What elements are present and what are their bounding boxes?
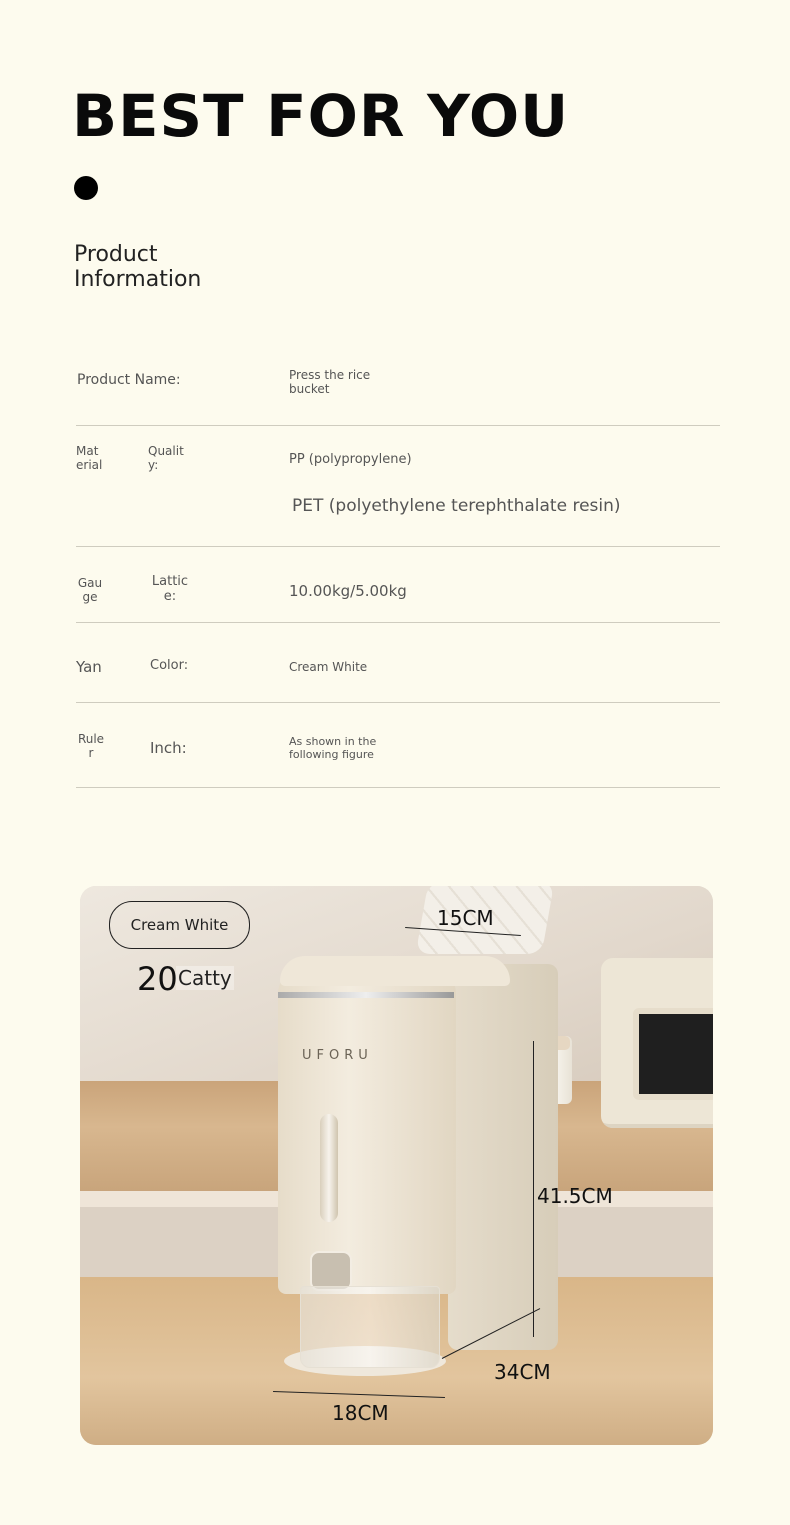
rice-dispenser xyxy=(278,956,516,1376)
hero-title: BEST FOR YOU xyxy=(72,82,570,150)
dispenser-side xyxy=(448,964,558,1350)
dim-label-depth: 34CM xyxy=(494,1360,551,1384)
section-title: Product Information xyxy=(74,242,202,292)
spec-row-material xyxy=(76,426,720,547)
spec-row-color xyxy=(76,623,720,703)
spec-label: Yan xyxy=(76,658,102,676)
capacity-unit: Catty xyxy=(178,966,232,990)
spec-label: Material xyxy=(76,444,103,472)
brand-logo: UFORU xyxy=(302,1048,373,1063)
bullet-dot xyxy=(74,176,98,200)
measuring-cup xyxy=(300,1286,440,1368)
spec-row-gauge xyxy=(76,547,720,623)
dim-label-height: 41.5CM xyxy=(537,1184,613,1208)
dim-line-height xyxy=(533,1041,534,1337)
spec-label: Product Name: xyxy=(77,372,181,388)
capacity-number: 20 xyxy=(137,960,178,998)
microwave xyxy=(601,958,713,1128)
spec-label: Inch: xyxy=(150,739,187,757)
dim-label-top: 15CM xyxy=(437,906,494,930)
spec-value: PET (polyethylene terephthalate resin) xyxy=(292,496,621,516)
spec-label: Ruler xyxy=(77,732,105,760)
spec-value: As shown in the following figure xyxy=(289,735,377,761)
spec-label: Color: xyxy=(150,658,189,673)
spec-value: PP (polypropylene) xyxy=(289,452,412,467)
color-tag: Cream White xyxy=(109,901,250,949)
dispenser-top xyxy=(280,956,510,986)
dim-label-width: 18CM xyxy=(332,1401,389,1425)
spec-table xyxy=(76,340,720,788)
spec-value: Press the rice bucket xyxy=(289,368,371,396)
spec-label: Quality: xyxy=(148,444,184,472)
product-photo xyxy=(80,886,713,1445)
spec-label: Gauge xyxy=(77,576,103,604)
level-window xyxy=(320,1114,338,1222)
spec-value: 10.00kg/5.00kg xyxy=(289,582,407,600)
spec-value: Cream White xyxy=(289,660,368,674)
dispenser-front xyxy=(278,966,456,1294)
dispense-button xyxy=(310,1251,352,1291)
silver-trim xyxy=(278,992,454,998)
spec-label: Lattice: xyxy=(151,574,189,604)
spec-row-ruler xyxy=(76,703,720,788)
spec-row-product-name xyxy=(76,340,720,426)
microwave-window xyxy=(633,1008,713,1100)
